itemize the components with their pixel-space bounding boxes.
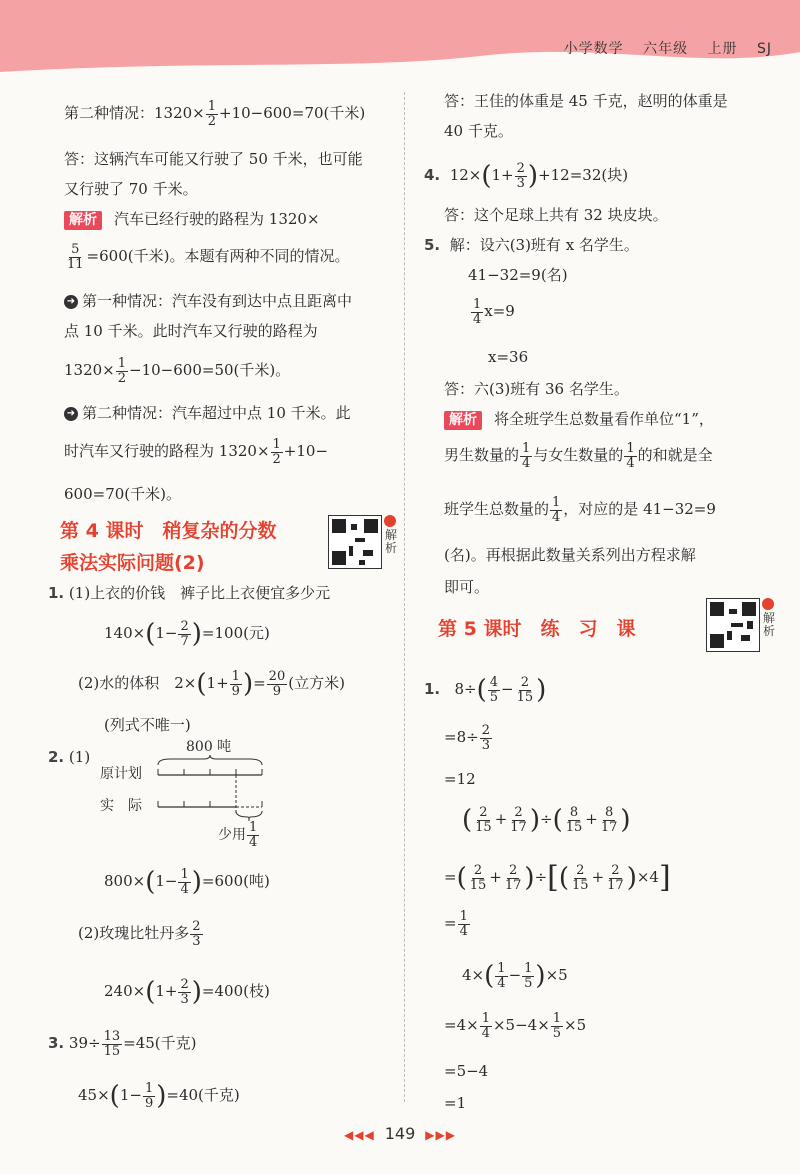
qr-icon <box>328 515 382 569</box>
ex2: ( $\frac{2}{15}$ + $\frac{2}{17}$ )÷( $\frac{8}{15}$ + $\frac{8}{17}$ ) <box>462 805 631 836</box>
analysis-tag: 解析 <box>64 211 102 230</box>
q5-answer: 答：六(3)班有 36 名学生。 <box>444 380 629 398</box>
arrow-icon: ➜ <box>64 407 78 421</box>
analysis-tag: 解析 <box>444 411 482 430</box>
page-header <box>0 0 800 78</box>
q1-eq: 140×(1− $\frac{2}{7}$ )=100(元) <box>104 619 270 650</box>
ex3-step-1: =4× $\frac{1}{4}$ ×5−4× $\frac{1}{5}$ ×5 <box>444 1011 587 1041</box>
header-edition: SJ <box>756 41 772 57</box>
qr-code-lesson5[interactable] <box>706 598 775 652</box>
q5-line-4: x=36 <box>488 348 529 366</box>
ex1-step-2: =12 <box>444 770 476 788</box>
left-line-1: 第二种情况：1320× $\frac{1}{2}$ +10−600=70(千米) <box>64 99 366 129</box>
arrow-icon: ➜ <box>64 295 78 309</box>
q2-eq: 800×(1− $\frac{1}{4}$ )=600(吨) <box>104 867 270 898</box>
right-line-6: 班学生总数量的 $\frac{1}{4}$ ，对应的是 41−32=9 <box>444 495 716 525</box>
ex3-step-2: =5−4 <box>444 1062 489 1080</box>
q1b-note: (列式不唯一) <box>104 716 191 734</box>
header-volume: 上册 <box>707 41 738 57</box>
left-line-6: ➜ 第一种情况：汽车没有到达中点且距离中 <box>64 292 352 310</box>
left-line-5: $\frac{5}{11}$ =600(千米)。本题有两种不同的情况。 <box>67 242 350 272</box>
diagram-plan-label: 原计划 <box>100 766 142 782</box>
q2: 2. (1) <box>48 748 91 766</box>
ex2-step-1: =( $\frac{2}{15}$ + $\frac{2}{17}$ )÷[( $\frac{2}{15}$ + $\frac{2}{17}$ )×4] <box>444 860 671 895</box>
left-line-2: 答：这辆汽车可能又行驶了 50 千米，也可能 <box>64 150 363 168</box>
q3: 3. 39÷ $\frac{13}{15}$ =45(千克) <box>48 1029 197 1059</box>
ex1-step-1: =8÷ $\frac{2}{3}$ <box>444 723 490 753</box>
q5-line-3: $\frac{1}{4}$ x=9 <box>473 297 515 327</box>
page-number: 149 <box>384 1124 416 1143</box>
left-line-9: ➜ 第二种情况：汽车超过中点 10 千米。此 <box>64 404 351 422</box>
left-line-3: 又行驶了 70 千米。 <box>64 180 198 198</box>
lesson-5-title: 第 5 课时 练 习 课 <box>438 618 636 640</box>
right-line-2: 40 千克。 <box>444 122 513 140</box>
right-line-3: 答：这个足球上共有 32 块皮块。 <box>444 206 668 224</box>
prev-arrows-icon: ◀◀◀ <box>344 1128 375 1142</box>
header-subject: 小学数学 <box>563 41 624 57</box>
header-grade: 六年级 <box>643 41 689 57</box>
left-line-10: 时汽车又行驶的路程为 1320× $\frac{1}{2}$ +10− <box>64 437 329 467</box>
diagram-total: 800 吨 <box>186 739 232 755</box>
lesson-4-title-b: 乘法实际问题(2) <box>60 552 205 574</box>
ex3-step-3: =1 <box>444 1094 467 1112</box>
q5: 5. 解：设六(3)班有 x 名学生。 <box>424 236 639 254</box>
play-icon <box>384 515 396 527</box>
q2b: (2)玫瑰比牡丹多 $\frac{2}{3}$ <box>78 919 201 949</box>
left-line-8: 1320× $\frac{1}{2}$ −10−600=50(千米)。 <box>64 356 291 386</box>
q5-line-2: 41−32=9(名) <box>468 266 568 284</box>
ex3: 4×( $\frac{1}{4}$ − $\frac{1}{5}$ )×5 <box>462 961 568 992</box>
diagram-less-label: 少用 $\frac{1}{4}$ <box>218 820 258 850</box>
next-arrows-icon: ▶▶▶ <box>425 1128 456 1142</box>
right-line-5: 男生数量的 $\frac{1}{4}$ 与女生数量的 $\frac{1}{4}$ 的和就是全 <box>444 441 713 471</box>
ex2-step-2: = $\frac{1}{4}$ <box>444 909 468 939</box>
play-icon <box>762 598 774 610</box>
q1b-eq: (2)水的体积 2×(1+ $\frac{1}{9}$ )= $\frac{20}{9}$ (立方米) <box>78 669 345 700</box>
q3-eq: 45×(1− $\frac{1}{9}$ )=40(千克) <box>78 1081 240 1112</box>
analysis-2: 解析 将全班学生总数量看作单位“1”， <box>444 410 714 430</box>
q4: 4. 12×(1+ $\frac{2}{3}$ )+12=32(块) <box>424 161 629 192</box>
column-divider <box>404 92 405 1102</box>
right-line-8: 即可。 <box>444 578 490 596</box>
diagram-actual-label: 实 际 <box>100 798 142 814</box>
right-line-1: 答：王佳的体重是 45 千克，赵明的体重是 <box>444 92 728 110</box>
right-line-7: (名)。再根据此数量关系列出方程求解 <box>444 546 696 564</box>
qr-side-label: 解析 <box>762 598 776 638</box>
line-diagram <box>100 739 290 855</box>
qr-icon <box>706 598 760 652</box>
q2b-eq: 240×(1+ $\frac{2}{3}$ )=400(枝) <box>104 977 270 1008</box>
q1: 1. (1)上衣的价钱 裤子比上衣便宜多少元 <box>48 584 331 602</box>
analysis-1: 解析 汽车已经行驶的路程为 1320× <box>64 210 320 230</box>
left-line-11: 600=70(千米)。 <box>64 485 181 503</box>
ex1: 1. 8÷( $\frac{4}{5}$ − $\frac{2}{15}$ ) <box>424 675 547 706</box>
header-text <box>550 38 772 58</box>
qr-code-lesson4[interactable] <box>328 515 397 569</box>
left-line-7: 点 10 千米。此时汽车又行驶的路程为 <box>64 322 318 340</box>
page-footer <box>0 1124 800 1143</box>
qr-side-label: 解析 <box>384 515 398 555</box>
lesson-4-title-a: 第 4 课时 稍复杂的分数 <box>60 520 277 542</box>
